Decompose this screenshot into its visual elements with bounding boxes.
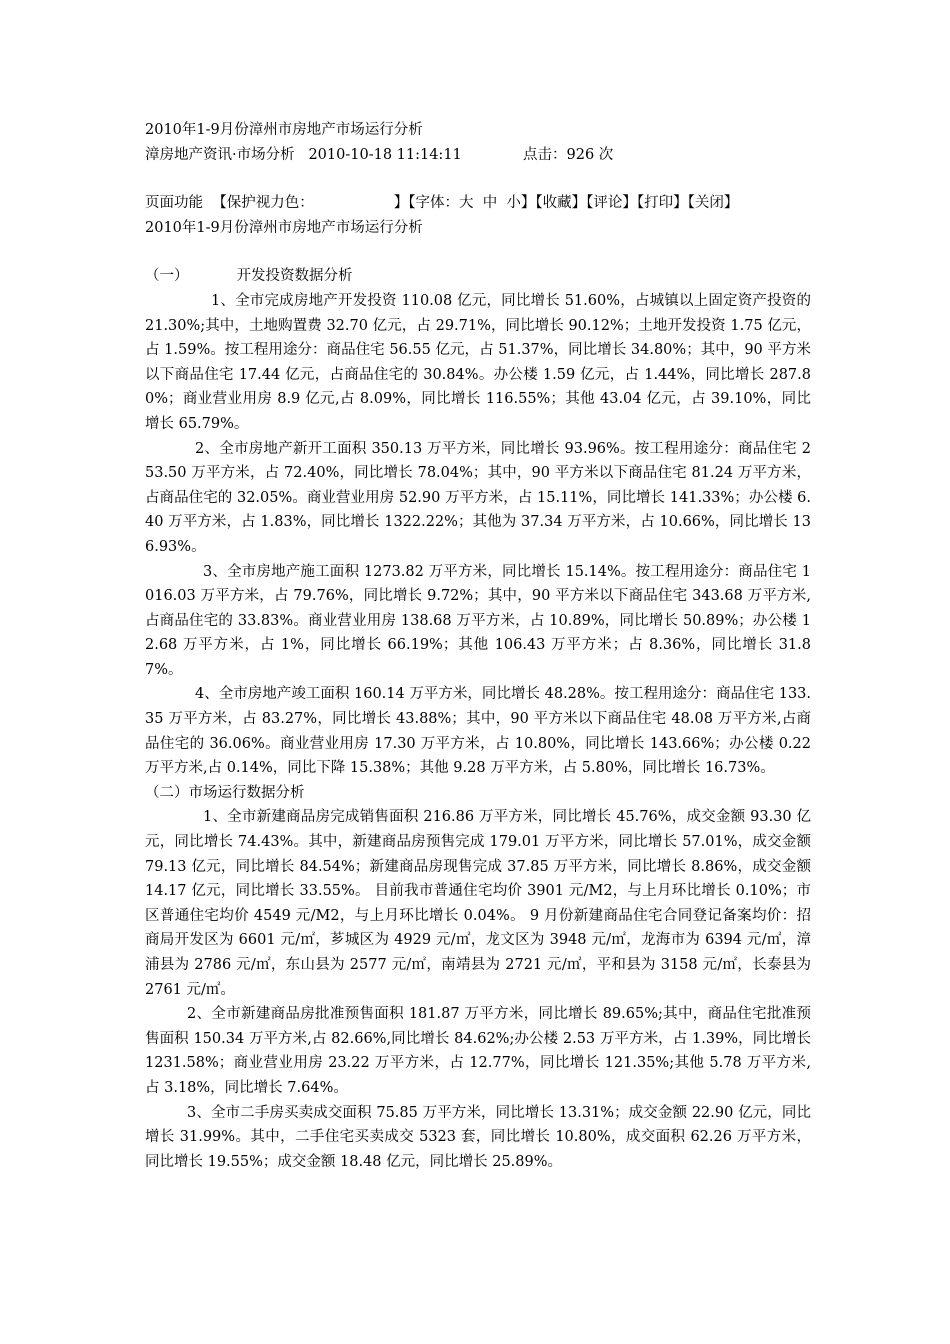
section1-paragraph-4: 4、全市房地产竣工面积 160.14 万平方米，同比增长 48.28%。按工程用途分：商品住宅 133.35 万平方米，占 83.27%，同比增长 43.88%；其中，90 平方米以下商品住宅 48.08 万平方米,占商品住宅的 36.06%。商业营业用房 17.30 万平方米，占 10.80%，同比增长 143.66%；办公楼 0.22 万平方米,占 0.14%，同比下降 15.38%；其他 9.28 万平方米，占 5.80%，同比增长 16.73%。 [145, 686, 811, 777]
section2-paragraph-3: 3、全市二手房买卖成交面积 75.85 万平方米，同比增长 13.31%；成交金额 22.90 亿元，同比增长 31.99%。其中，二手住宅买卖成交 5323 套，同比增长 10.80%，成交面积 62.26 万平方米，同比增长 19.55%；成交金额 18.48 亿元，同比增长 25.89%。 [145, 1104, 811, 1170]
section1-paragraph-3: 3、全市房地产施工面积 1273.82 万平方米，同比增长 15.14%。按工程用途分：商品住宅 1016.03 万平方米，占 79.76%，同比增长 9.72%；其中，90 平方米以下商品住宅 343.68 万平方米,占商品住宅的 33.83%。商业营业用房 138.68 万平方米，占 10.89%，同比增长 50.89%；办公楼 12.68 万平方米，占 1%，同比增长 66.19%；其他 106.43 万平方米；占 8.36%，同比增长 31.87%。 [145, 563, 811, 678]
print-link[interactable]: 【打印】 [636, 195, 688, 212]
section1-paragraph-1: 1、全市完成房地产开发投资 110.08 亿元，同比增长 51.60%，占城镇以上固定资产投资的 21.30%;其中，土地购置费 32.70 亿元，占 29.71%，同比增长 90.12%；土地开发投资 1.75 亿元，占 1.59%。按工程用途分：商品住宅 56.55 亿元，占 51.37%，同比增长 34.80%；其中，90 平方米以下商品住宅 17.44 亿元，占商品住宅的 30.84%。办公楼 1.59 亿元，占 1.44%，同比增长 287.80%；商业营业用房 8.9 亿元,占 8.09%，同比增长 116.55%；其他 43.04 亿元，占 39.10%，同比增长 65.79%。 [145, 292, 811, 432]
section1-paragraph-2: 2、全市房地产新开工面积 350.13 万平方米，同比增长 93.96%。按工程用途分：商品住宅 253.50 万平方米，占 72.40%，同比增长 78.04%；其中，90 平方米以下商品住宅 81.24 万平方米，占商品住宅的 32.05%。商业营业用房 52.90 万平方米，占 15.11%，同比增长 141.33%；办公楼 6.40 万平方米，占 1.83%，同比增长 1322.22%；其他为 37.34 万平方米，占 10.66%，同比增长 136.93%。 [145, 440, 811, 555]
eye-color-label[interactable]: 【保护视力色： [212, 195, 314, 212]
meta-source: 漳房地产资讯·市场分析 [145, 146, 295, 163]
section2-heading: （二）市场运行数据分析 [145, 784, 305, 801]
font-small-button[interactable]: 小 [506, 195, 521, 212]
section1-number: （一） [145, 268, 189, 285]
functions-label: 页面功能 [145, 195, 203, 212]
meta-clicks: 点击：926 次 [523, 146, 614, 163]
section2-paragraph-2: 2、全市新建商品房批准预售面积 181.87 万平方米，同比增长 89.65%;其中，商品住宅批准预售面积 150.34 万平方米,占 82.66%,同比增长 84.62%;办公楼 2.53 万平方米，占 1.39%，同比增长 1231.58%；商业营业用房 23.22 万平方米，占 12.77%，同比增长 121.35%;其他 5.78 万平方米,占 3.18%，同比增长 7.64%。 [145, 1006, 811, 1096]
doc-subtitle: 2010年1-9月份漳州市房地产市场运行分析 [145, 219, 423, 236]
page-functions-bar [145, 191, 811, 216]
font-label: 】【字体： [393, 195, 459, 212]
section1-title: 开发投资数据分析 [236, 268, 353, 285]
document-page [145, 118, 811, 1174]
close-link[interactable]: 【关闭】 [687, 195, 739, 212]
font-large-button[interactable]: 大 [458, 195, 474, 212]
section1-heading [145, 264, 811, 289]
comment-link[interactable]: 【评论】 [586, 195, 637, 212]
meta-datetime: 2010-10-18 11:14:11 [308, 146, 462, 163]
section2-paragraph-1: 1、全市新建商品房完成销售面积 216.86 万平方米，同比增长 45.76%，成交金额 93.30 亿元，同比增长 74.43%。其中，新建商品房预售完成 179.01 万平方米，同比增长 57.01%，成交金额 79.13 亿元，同比增长 84.54%；新建商品房现售完成 37.85 万平方米，同比增长 8.86%，成交金额 14.17 亿元，同比增长 33.55%。 目前我市普通住宅均价 3901 元/M2，与上月环比增长 0.10%；市区普通住宅均价 4549 元/M2，与上月环比增长 0.04%。 9 月份新建商品住宅合同登记备案均价：招商局开发区为 6601 元/㎡，芗城区为 4929 元/㎡，龙文区为 3948 元/㎡，龙海市为 6394 元/㎡，漳浦县为 2786 元/㎡，东山县为 2577 元/㎡，南靖县为 2721 元/㎡，平和县为 3158 元/㎡，长泰县为 2761 元/㎡。 [145, 809, 811, 998]
font-medium-button[interactable]: 中 [482, 195, 498, 212]
doc-meta [145, 143, 811, 168]
font-close-bracket: 】 [520, 195, 536, 212]
favorite-link[interactable]: 【收藏】 [535, 195, 587, 212]
doc-title: 2010年1-9月份漳州市房地产市场运行分析 [145, 122, 423, 138]
